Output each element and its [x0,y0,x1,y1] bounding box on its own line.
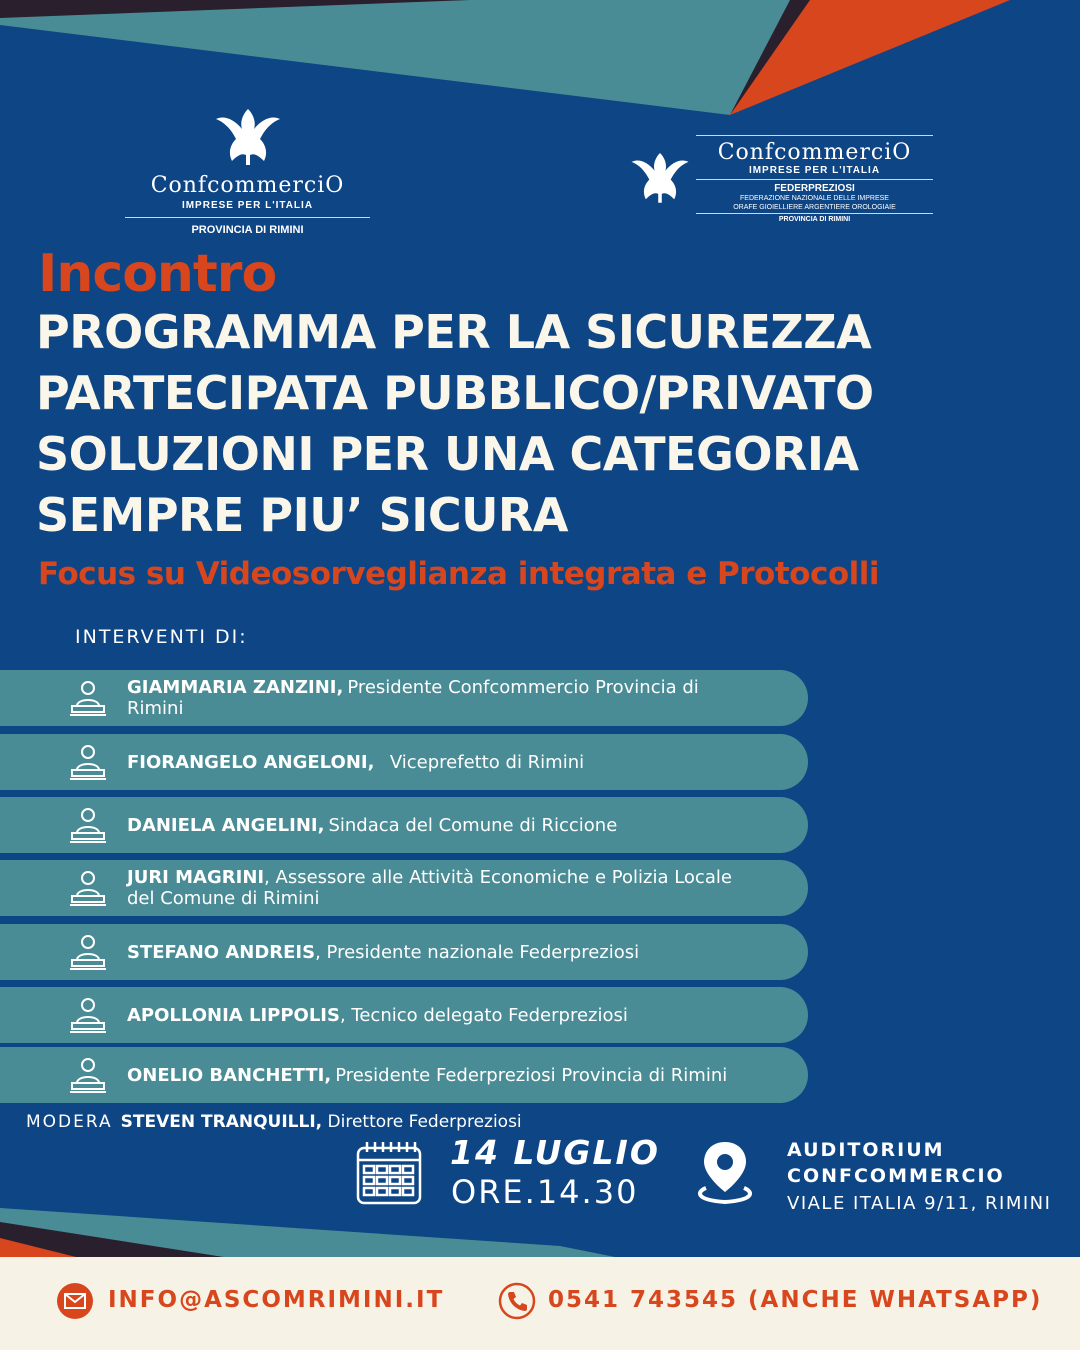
logo-subtitle: IMPRESE PER L'ITALIA [181,200,314,211]
logo-subtitle: IMPRESE PER L'ITALIA [748,165,881,176]
speaker-at-podium-icon [68,934,108,972]
speaker-role: Presidente Confcommercio Provincia di Rimini [127,677,699,719]
speaker-row [0,734,808,790]
speakers-heading: INTERVENTI DI: [75,626,248,648]
speaker-at-podium-icon [68,1057,108,1095]
speaker-row [0,797,808,853]
contact-phone[interactable]: 0541 743545 (ANCHE WHATSAPP) [548,1287,1043,1313]
speaker-name: FIORANGELO ANGELONI, [127,751,375,773]
calendar-icon [355,1140,423,1206]
speaker-row [0,1047,808,1103]
venue-line-2: CONFCOMMERCIO [787,1165,1005,1187]
speaker-name: APOLLONIA LIPPOLIS [127,1004,340,1026]
logo-province: PROVINCIA DI RIMINI [191,224,304,236]
speaker-row [0,860,808,916]
speaker-role: , Assessore alle Attività Economiche e Polizia Locale del Comune di Rimini [127,867,732,909]
event-focus: Focus su Videosorveglianza integrata e Protocolli [38,556,880,592]
logo-line-1: FEDERAZIONE NAZIONALE DELLE IMPRESE [740,195,889,202]
title-line: SOLUZIONI PER UNA CATEGORIA [36,427,859,481]
title-line: PROGRAMMA PER LA SICUREZZA [36,305,872,359]
contact-footer [0,1257,1080,1350]
speaker-name: STEFANO ANDREIS [127,941,316,963]
venue-name [787,1137,1005,1189]
speaker-name: DANIELA ANGELINI, [127,814,325,836]
event-kicker: Incontro [38,244,277,304]
speaker-at-podium-icon [68,680,108,718]
speaker-at-podium-icon [68,744,108,782]
confcommercio-federpreziosi-logo [628,135,933,235]
speaker-role: , Tecnico delegato Federpreziosi [339,1004,628,1026]
moderator-line [26,1112,522,1132]
contact-email[interactable]: INFO@ASCOMRIMINI.IT [108,1287,445,1313]
logo-line-2: ORAFE GIOIELLIERE ARGENTIERE OROLOGIAIE [733,204,896,211]
title-line: SEMPRE PIU’ SICURA [36,488,568,542]
moderator-name: STEVEN TRANQUILLI, [120,1112,323,1132]
envelope-icon [56,1282,94,1320]
speaker-row [0,670,808,726]
speaker-role: Presidente Federpreziosi Provincia di Rimini [335,1064,728,1086]
event-time: ORE.14.30 [451,1173,639,1211]
speaker-name: GIAMMARIA ZANZINI, [127,677,344,698]
logo-federation: FEDERPREZIOSI [774,183,855,194]
confcommercio-rimini-logo [125,105,370,236]
title-line: PARTECIPATA PUBBLICO/PRIVATO [36,366,874,420]
speaker-name: JURI MAGRINI [127,867,265,888]
logo-divider [125,217,370,218]
speaker-at-podium-icon [68,870,108,908]
phone-icon [498,1282,536,1320]
event-title [36,302,1066,546]
speaker-row [0,924,808,980]
speaker-name: ONELIO BANCHETTI, [127,1064,332,1086]
speaker-role: , Presidente nazionale Federpreziosi [315,941,640,963]
speaker-role: Viceprefetto di Rimini [378,751,585,773]
speaker-at-podium-icon [68,997,108,1035]
logo-brand-text: ConfcommerciO [150,173,345,198]
logo-top-rule [696,135,933,136]
speaker-row [0,987,808,1043]
eagle-emblem-icon [212,105,284,167]
eagle-emblem-icon [628,145,692,209]
venue-address: VIALE ITALIA 9/11, RIMINI [787,1193,1052,1214]
logo-bottom-rule [696,213,933,214]
logo-brand-text: ConfcommerciO [717,140,912,165]
moderator-label: MODERA [26,1112,113,1132]
logo-province: PROVINCIA DI RIMINI [778,216,851,223]
event-date: 14 LUGLIO [450,1133,660,1172]
map-pin-icon [692,1138,758,1206]
speaker-at-podium-icon [68,807,108,845]
speaker-role: Sindaca del Comune di Riccione [328,814,618,836]
venue-line-1: AUDITORIUM [787,1139,945,1161]
moderator-role: Direttore Federpreziosi [327,1112,522,1132]
logo-divider [696,179,933,180]
